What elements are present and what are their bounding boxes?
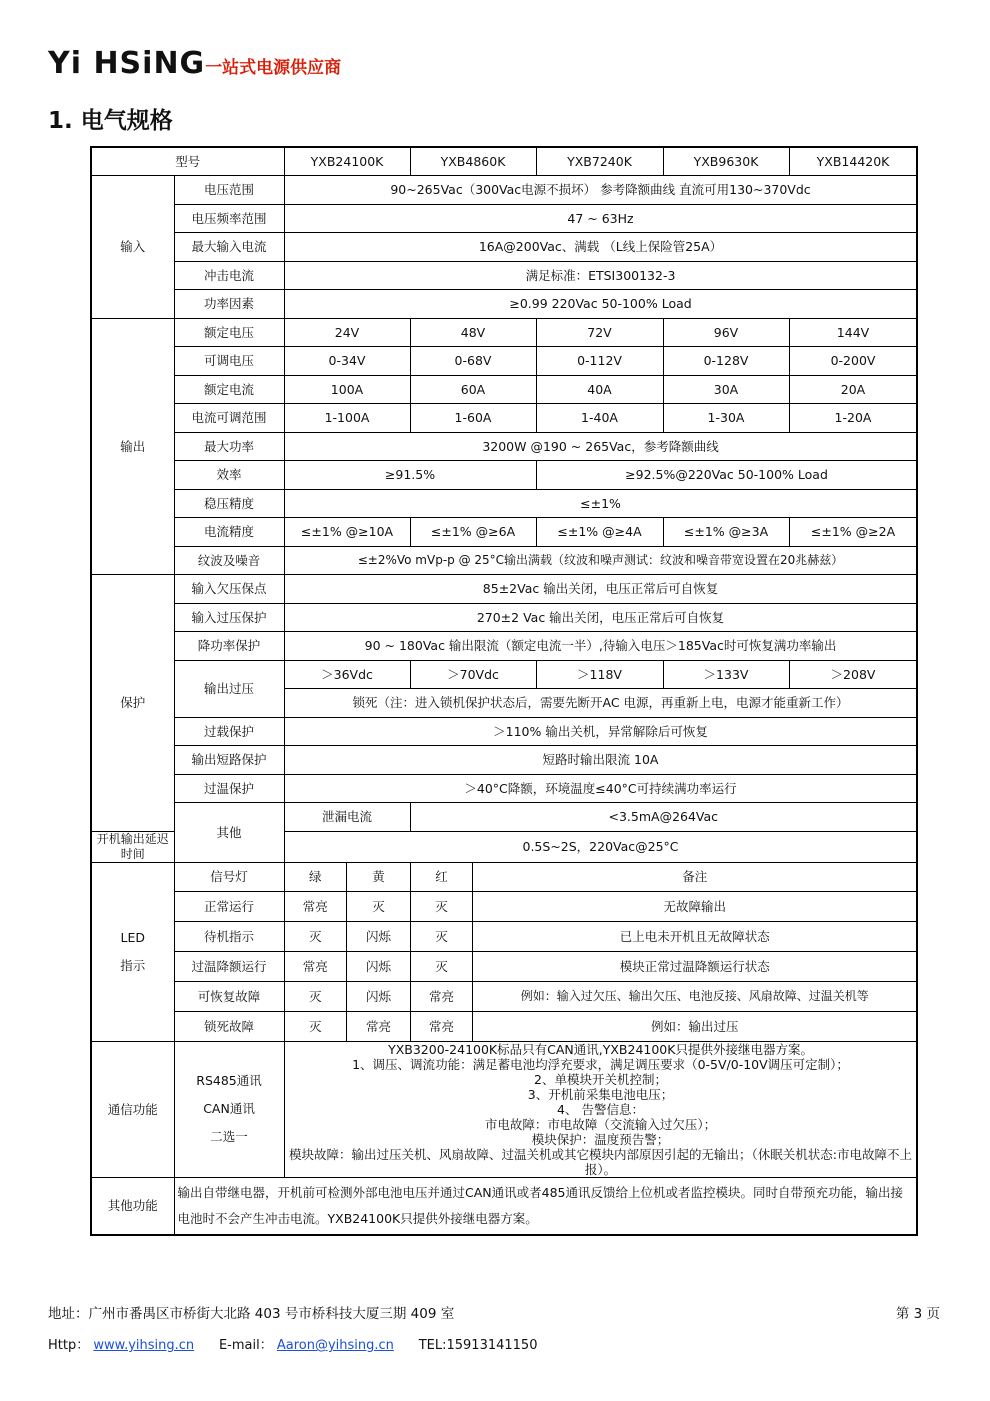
led-note: 无故障输出 — [473, 892, 917, 921]
led-cell: 灭 — [285, 922, 347, 951]
group-output: 输出 — [91, 318, 174, 575]
row-label: 可调电压 — [174, 347, 284, 376]
led-header-row — [91, 862, 917, 891]
cell-value: 0-128V — [663, 347, 789, 376]
led-row — [91, 951, 917, 981]
logo-slogan: 一站式电源供应商 — [205, 58, 342, 78]
row-label: 效率 — [174, 461, 284, 490]
group-other-func: 其他功能 — [91, 1177, 174, 1235]
table-row — [91, 290, 917, 319]
table-row — [91, 176, 917, 205]
led-row — [91, 891, 917, 921]
email-label: E-mail： — [218, 1338, 273, 1353]
table-row — [91, 204, 917, 233]
comm-protocol-line: CAN通讯 — [203, 1101, 255, 1116]
row-label: 最大功率 — [174, 432, 284, 461]
row-label: 输入欠压保点 — [174, 575, 284, 604]
footer-address: 地址：广州市番禺区市桥街大北路 403 号市桥科技大厦三期 409 室 — [48, 1306, 455, 1322]
cell-value: 40A — [536, 375, 663, 404]
table-row — [91, 461, 917, 490]
row-label: 电压范围 — [174, 176, 284, 205]
led-row — [91, 981, 917, 1011]
led-note: 已上电未开机且无故障状态 — [473, 922, 917, 951]
cell-value: 0-68V — [410, 347, 536, 376]
led-cell: 闪烁 — [347, 982, 411, 1011]
row-value: 47 ~ 63Hz — [284, 204, 917, 233]
spec-table — [90, 146, 918, 1236]
table-row — [91, 261, 917, 290]
comm-line: 3、开机前采集电池电压； — [527, 1086, 674, 1102]
row-value: 270±2 Vac 输出关闭，电压正常后可自恢复 — [284, 603, 917, 632]
row-label: 额定电流 — [174, 375, 284, 404]
cell-value: 1-20A — [789, 404, 917, 433]
table-row — [91, 404, 917, 433]
footer-contact — [48, 1334, 537, 1353]
row-label: 过载保护 — [174, 717, 284, 746]
led-note: 例如：输出过压 — [473, 1012, 917, 1041]
cell-value: 144V — [789, 318, 917, 347]
company-logo — [48, 46, 341, 81]
led-cell: 常亮 — [411, 982, 473, 1011]
table-row — [91, 746, 917, 775]
page-number: 第 3 页 — [895, 1306, 940, 1322]
comm-line: 模块保护：温度预告警； — [531, 1131, 670, 1147]
row-label: 输出短路保护 — [174, 746, 284, 775]
table-row — [91, 803, 917, 832]
cell-value: 24V — [284, 318, 410, 347]
row-value: ≥0.99 220Vac 50-100% Load — [284, 290, 917, 319]
row-label: 最大输入电流 — [174, 233, 284, 262]
comm-protocol-line: RS485通讯 — [196, 1073, 262, 1088]
led-cell: 灭 — [411, 952, 473, 981]
group-input: 输入 — [91, 176, 174, 319]
comm-line: 模块故障：输出过压关机、风扇故障、过温关机或其它模块内部原因引起的无输出；（休眠关机状态:市电故障不上报）。 — [289, 1146, 912, 1177]
row-label: 开机输出延迟时间 — [91, 831, 174, 862]
led-header: 绿 — [285, 863, 347, 891]
table-row — [91, 318, 917, 347]
cell-value: ≤±1% @≥3A — [663, 518, 789, 547]
cell-value: 96V — [663, 318, 789, 347]
cell-value: 1-30A — [663, 404, 789, 433]
table-row — [91, 233, 917, 262]
led-header: 红 — [411, 863, 473, 891]
led-header: 黄 — [347, 863, 411, 891]
model-name: YXB9630K — [663, 147, 789, 176]
comm-line: YXB3200-24100K标品只有CAN通讯,YXB24100K只提供外接继电器方案。 — [388, 1041, 813, 1057]
table-row — [91, 632, 917, 661]
led-cell: 常亮 — [285, 892, 347, 921]
cell-value: ＞208V — [789, 660, 917, 689]
cell-value: 30A — [663, 375, 789, 404]
model-label: 型号 — [91, 147, 284, 176]
row-label: 稳压精度 — [174, 489, 284, 518]
led-row — [91, 921, 917, 951]
model-name: YXB4860K — [410, 147, 536, 176]
table-row — [91, 518, 917, 547]
email-link[interactable]: Aaron@yihsing.cn — [276, 1338, 394, 1353]
row-label: 输出过压 — [174, 660, 284, 717]
cell-value: 20A — [789, 375, 917, 404]
table-row — [91, 432, 917, 461]
section-title: 1. 电气规格 — [48, 108, 173, 134]
led-cell: 灭 — [411, 892, 473, 921]
row-value: ＞110% 输出关机，异常解除后可恢复 — [284, 717, 917, 746]
efficiency-value: ≥92.5%@220Vac 50-100% Load — [536, 461, 917, 490]
cell-value: ＞118V — [536, 660, 663, 689]
row-value: 短路时输出限流 10A — [284, 746, 917, 775]
row-value: ＞40°C降额，环境温度≤40°C可持续满功率运行 — [284, 774, 917, 803]
model-name: YXB14420K — [789, 147, 917, 176]
cell-value: 0-200V — [789, 347, 917, 376]
cell-value: ＞70Vdc — [410, 660, 536, 689]
led-note: 模块正常过温降额运行状态 — [473, 952, 917, 981]
other-func-text: 输出自带继电器，开机前可检测外部电池电压并通过CAN通讯或者485通讯反馈给上位机或者监控模块。同时自带预充功能，输出接电池时不会产生冲击电流。YXB24100K只提供外接继电器方案。 — [174, 1177, 917, 1235]
led-state-label: 锁死故障 — [174, 1011, 284, 1041]
row-label: 纹波及噪音 — [174, 546, 284, 575]
table-row — [91, 375, 917, 404]
cell-value: ≤±1% @≥2A — [789, 518, 917, 547]
row-label: 过温保护 — [174, 774, 284, 803]
led-group-line: 指示 — [120, 957, 146, 973]
led-cell: 常亮 — [347, 1012, 411, 1041]
tel-text: TEL:15913141150 — [418, 1338, 538, 1353]
cell-value: 0-112V — [536, 347, 663, 376]
model-name: YXB24100K — [284, 147, 410, 176]
row-value: 16A@200Vac、满载 （L线上保险管25A） — [284, 233, 917, 262]
led-cell: 闪烁 — [347, 922, 411, 951]
led-state-label: 待机指示 — [174, 921, 284, 951]
led-cell: 灭 — [347, 892, 411, 921]
row-value: <3.5mA@264Vac — [410, 803, 917, 832]
row-label: 电压频率范围 — [174, 204, 284, 233]
row-value: 锁死（注：进入锁机保护状态后，需要先断开AC 电源，再重新上电，电源才能重新工作） — [284, 689, 917, 718]
group-led — [91, 862, 174, 1041]
comm-line: 2、单模块开关机控制； — [534, 1071, 667, 1087]
model-name: YXB7240K — [536, 147, 663, 176]
led-cell: 常亮 — [285, 952, 347, 981]
led-header: 信号灯 — [174, 862, 284, 891]
table-row — [91, 774, 917, 803]
row-label: 功率因素 — [174, 290, 284, 319]
led-state-label: 可恢复故障 — [174, 981, 284, 1011]
row-value: 90~265Vac（300Vac电源不损坏） 参考降额曲线 直流可用130~370Vdc — [284, 176, 917, 205]
cell-value: 1-60A — [410, 404, 536, 433]
led-note: 例如：输入过欠压、输出欠压、电池反接、风扇故障、过温关机等 — [473, 982, 917, 1011]
led-group-line: LED — [120, 929, 145, 945]
led-state-label: 过温降额运行 — [174, 951, 284, 981]
table-row — [91, 489, 917, 518]
row-value: 0.5S~2S，220Vac@25°C — [284, 831, 917, 862]
row-label: 冲击电流 — [174, 261, 284, 290]
efficiency-value: ≥91.5% — [284, 461, 536, 490]
group-protection: 保护 — [91, 575, 174, 832]
row-value: 85±2Vac 输出关闭，电压正常后可自恢复 — [284, 575, 917, 604]
led-cell: 常亮 — [411, 1012, 473, 1041]
row-label: 输入过压保护 — [174, 603, 284, 632]
led-cell: 灭 — [411, 922, 473, 951]
led-cell: 闪烁 — [347, 952, 411, 981]
table-row — [91, 546, 917, 575]
cell-value: ≤±1% @≥6A — [410, 518, 536, 547]
comm-details — [284, 1041, 917, 1177]
model-header-row — [91, 147, 917, 176]
cell-value: 100A — [284, 375, 410, 404]
comm-protocol-line: 二选一 — [210, 1129, 248, 1144]
other-func-row — [91, 1177, 917, 1235]
row-value: 满足标准：ETSI300132-3 — [284, 261, 917, 290]
group-comm: 通信功能 — [91, 1041, 174, 1177]
table-row — [91, 603, 917, 632]
cell-value: 0-34V — [284, 347, 410, 376]
comm-line: 市电故障：市电故障（交流输入过欠压）； — [484, 1116, 717, 1132]
row-label: 电流精度 — [174, 518, 284, 547]
cell-value: ≤±1% @≥10A — [284, 518, 410, 547]
cell-value: 60A — [410, 375, 536, 404]
http-label: Http： — [48, 1338, 90, 1353]
table-row — [91, 575, 917, 604]
row-value: 90 ~ 180Vac 输出限流（额定电流一半）,待输入电压＞185Vac时可恢复满功率输出 — [284, 632, 917, 661]
cell-value: ＞36Vdc — [284, 660, 410, 689]
row-label: 泄漏电流 — [284, 803, 410, 832]
row-label: 电流可调范围 — [174, 404, 284, 433]
comm-row — [91, 1041, 917, 1177]
led-header: 备注 — [473, 863, 917, 891]
logo-brand-name: Yi HSiNG — [48, 46, 206, 81]
comm-line: 1、调压、调流功能：满足蓄电池均浮充要求，满足调压要求（0-5V/0-10V调压可定制）； — [352, 1056, 849, 1072]
table-row — [91, 717, 917, 746]
website-link[interactable]: www.yihsing.cn — [93, 1338, 195, 1353]
row-label: 降功率保护 — [174, 632, 284, 661]
table-row — [91, 660, 917, 689]
led-row — [91, 1011, 917, 1041]
led-state-label: 正常运行 — [174, 891, 284, 921]
cell-value: 48V — [410, 318, 536, 347]
row-value: ≤±2%Vo mVp-p @ 25°C输出满载（纹波和噪声测试：纹波和噪音带宽设置在20兆赫兹） — [284, 546, 917, 575]
comm-protocols — [174, 1041, 284, 1177]
row-value: ≤±1% — [284, 489, 917, 518]
group-other: 其他 — [174, 803, 284, 863]
cell-value: ≤±1% @≥4A — [536, 518, 663, 547]
cell-value: ＞133V — [663, 660, 789, 689]
cell-value: 1-100A — [284, 404, 410, 433]
row-value: 3200W @190 ~ 265Vac，参考降额曲线 — [284, 432, 917, 461]
led-cell: 灭 — [285, 982, 347, 1011]
comm-line: 4、 告警信息： — [557, 1101, 644, 1117]
table-row — [91, 347, 917, 376]
cell-value: 72V — [536, 318, 663, 347]
cell-value: 1-40A — [536, 404, 663, 433]
row-label: 额定电压 — [174, 318, 284, 347]
led-cell: 灭 — [285, 1012, 347, 1041]
